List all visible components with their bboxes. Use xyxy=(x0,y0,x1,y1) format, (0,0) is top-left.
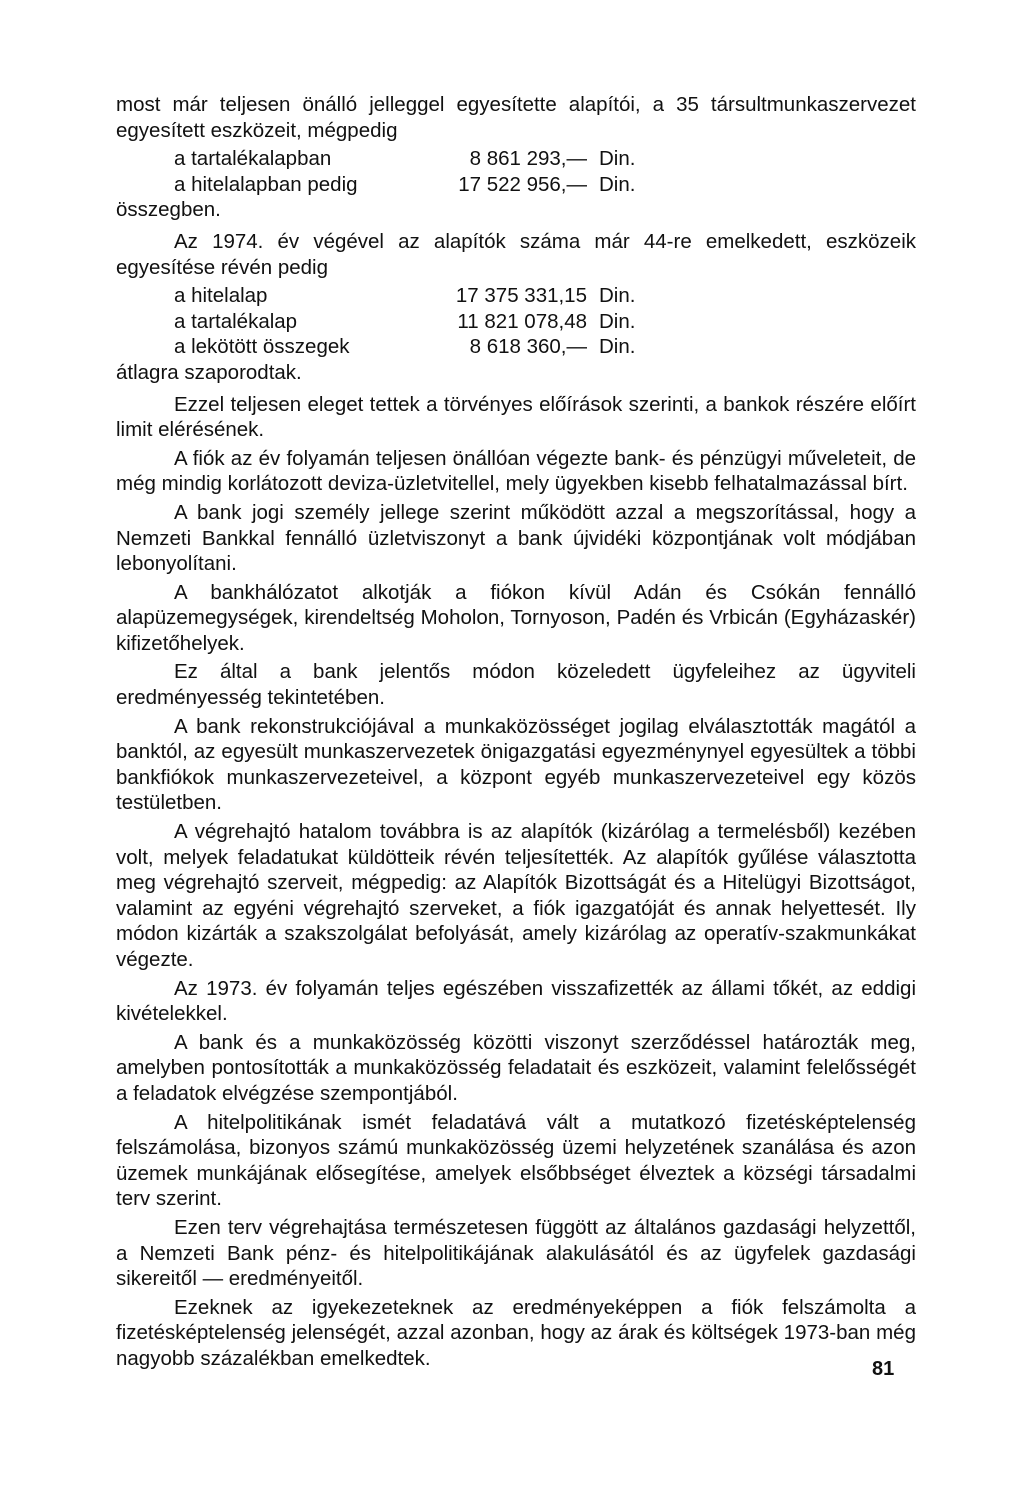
fund-label: a tartalékalapban xyxy=(174,147,332,171)
body-paragraph: A bankhálózatot alkotják a fiókon kívül Adán és Csókán fennálló alapüzemegységek, kirendeltség Moholon, Tornyoson, Padén és Vrbicán (Egyházaskér) kifizetőhelyek. xyxy=(116,580,916,655)
intro-paragraph: most már teljesen önálló jelleggel egyesítette alapítói, a 35 társultmunkaszervezet egyesített eszközeit, mégpedig xyxy=(116,93,916,142)
fund-label: a hitelalapban pedig xyxy=(174,172,358,196)
page-body xyxy=(116,92,916,1375)
body-paragraph: A hitelpolitikának ismét feladatává vált a mutatkozó fizetésképtelenség felszámolása, bizonyos számú munkaközösség üzemi helyzetének szanálása és azon üzemek munkájának elősegítése, amelyek elsőbbséget élveztek a községi társadalmi terv szerint. xyxy=(116,1110,916,1211)
year-1974-tail: átlagra szaporodtak. xyxy=(116,360,302,384)
fund-row xyxy=(116,283,916,309)
body-paragraph: Ezzel teljesen eleget tettek a törvényes előírások szerinti, a bankok részére előírt limit elérésének. xyxy=(116,392,916,442)
fund-value: 17 375 331,15 xyxy=(455,284,587,308)
fund-unit: Din. xyxy=(599,309,636,333)
body-paragraph: Ezeknek az igyekezeteknek az eredményeképpen a fiók felszámolta a fizetésképtelenség jelenségét, azzal azonban, hogy az árak és költségek 1973-ban még nagyobb százalékban emelkedtek. xyxy=(116,1295,916,1370)
fund-unit: Din. xyxy=(599,172,636,196)
body-paragraph: A végrehajtó hatalom továbbra is az alapítók (kizárólag a termelésből) kezében volt, melyek feladatukat küldötteik révén teljesítették. Az alapítók gyűlése választotta meg végrehajtó szerveit, mégpedig: az Alapítók Bizottságát és a Hitelügyi Bizottságot, valamint az egyéni végrehajtó szerveket, a fiók igazgatóját és annak helyettesét. Ily módon kizárták a szakszolgálat befolyását, amely kizárólag az operatív-szakmunkákat végezte. xyxy=(116,820,916,971)
fund-label: a hitelalap xyxy=(174,284,268,308)
fund-value: 17 522 956,— xyxy=(458,172,587,196)
body-paragraph: Ezen terv végrehajtása természetesen függött az általános gazdasági helyzettől, a Nemzeti Bank pénz- és hitelpolitikájának alakulásától és az ügyfelek gazdasági sikereitől — eredményeitől. xyxy=(116,1215,916,1291)
fund-row xyxy=(116,309,916,335)
body-paragraph: A bank és a munkaközösség közötti viszonyt szerződéssel határozták meg, amelyben pontosították a munkaközösség feladatait és eszközeit, valamint felelősségét a feladatok elvégzése szempontjából. xyxy=(116,1030,916,1105)
fund-unit: Din. xyxy=(599,335,636,359)
intro-tail: összegben. xyxy=(116,198,221,222)
fund-row xyxy=(116,146,916,172)
intro-fund-table xyxy=(116,146,916,197)
year-1974-paragraph: Az 1974. év végével az alapítók száma már 44-re emelkedett, eszközeik egyesítése révén pedig xyxy=(116,229,916,279)
body-paragraph: A fiók az év folyamán teljesen önállóan végezte bank- és pénzügyi műveleteit, de még mindig korlátozott deviza-üzletvitellel, mely ügyekben kisebb felhatalmazással bírt. xyxy=(116,446,916,496)
fund-unit: Din. xyxy=(599,284,636,308)
fund-label: a lekötött összegek xyxy=(174,335,350,359)
fund-label: a tartalékalap xyxy=(174,309,298,333)
fund-row xyxy=(116,172,916,198)
year-1974-fund-table xyxy=(116,283,916,360)
page-number: 81 xyxy=(872,1358,895,1380)
body-paragraph: A bank jogi személy jellege szerint működött azzal a megszorítással, hogy a Nemzeti Bankkal fennálló üzletviszonyt a bank újvidéki központjának volt módjában lebonyolítani. xyxy=(116,500,916,576)
fund-row xyxy=(116,334,916,360)
fund-value: 11 821 078,48 xyxy=(457,309,587,333)
fund-value: 8 618 360,— xyxy=(469,335,587,359)
body-paragraph: A bank rekonstrukciójával a munkaközösséget jogilag elválasztották magától a banktól, az egyesült munkaszervezetek önigazgatási egyezménynyel egyesültek a többi bankfiókok munkaszervezeteivel, a központ egyéb munkaszervezeteivel egy közös testületben. xyxy=(116,714,916,815)
fund-value: 8 861 293,— xyxy=(469,147,587,171)
body-paragraph: Ez által a bank jelentős módon közeledett ügyfeleihez az ügyviteli eredményesség tekintetében. xyxy=(116,660,916,710)
body-paragraph: Az 1973. év folyamán teljes egészében visszafizették az állami tőkét, az eddigi kivételekkel. xyxy=(116,976,916,1026)
fund-unit: Din. xyxy=(599,147,636,171)
